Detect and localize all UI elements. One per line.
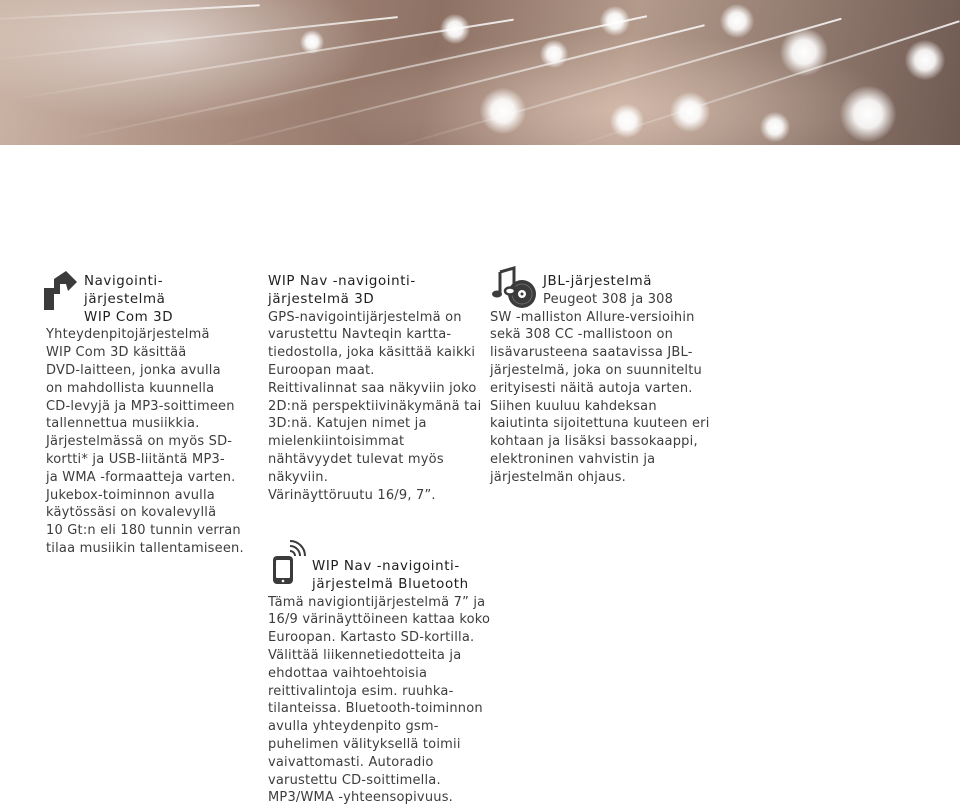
section-body-line: Peugeot 308 ja 308 <box>543 291 674 307</box>
section-body-line: Värinäyttöruutu 16/9, 7”. <box>268 487 436 503</box>
section-body-line: Tämä navigiontijärjestelmä 7” ja <box>268 594 486 610</box>
section-title-line: WIP Nav -navigointi- <box>312 559 460 574</box>
section-body-line: on mahdollista kuunnella <box>46 380 215 396</box>
section-body-line: 16/9 värinäyttöineen kattaa koko <box>268 612 491 628</box>
hero-fiber-optic-image <box>0 0 960 145</box>
section-body-line: ja WMA -formaatteja varten. <box>46 469 236 485</box>
section-body-line: puhelimen välityksellä toimii <box>268 736 461 752</box>
section-body-line: lisävarusteena saatavissa JBL- <box>490 345 693 361</box>
section-body-line: kohtaan ja lisäksi bassokaappi, <box>490 434 698 450</box>
section-body-line: Euroopan. Kartasto SD-kortilla. <box>268 630 475 646</box>
section-body-line: ehdottaa vaihtoehtoisia <box>268 665 428 681</box>
section-body-line: Euroopan maat. <box>268 362 375 378</box>
section-body-line: WIP Com 3D käsittää <box>46 345 187 361</box>
section-body-line: varustettu Navteqin kartta- <box>268 327 452 343</box>
section-body-line: näkyviin. <box>268 469 329 485</box>
section-body-line: tiedostolla, joka käsittää kaikki <box>268 345 476 361</box>
section-title-line: järjestelmä <box>84 291 166 307</box>
section-body-line: reittivalintoja esim. ruuhka- <box>268 683 454 699</box>
section-body-line: järjestelmän ohjaus. <box>490 469 626 485</box>
section-body-line: kaiutinta sijoitettuna kuuteen eri <box>490 416 710 432</box>
section-body-line: GPS-navigointijärjestelmä on <box>268 309 462 325</box>
section-wip-com <box>46 273 244 558</box>
section-title-line: Navigointi- <box>84 274 164 289</box>
section-body-line: CD-levyjä ja MP3-soittimeen <box>46 398 235 414</box>
section-body-line: erityisesti näitä autoja varten. <box>490 380 693 396</box>
section-body-line: Järjestelmässä on myös SD- <box>46 434 233 450</box>
section-title-line: järjestelmä 3D <box>268 291 375 307</box>
section-body-line: nähtävyydet tulevat myös <box>268 451 444 467</box>
section-title-line: WIP Com 3D <box>84 309 174 325</box>
section-body-line: SW -malliston Allure-versioihin <box>490 309 695 325</box>
section-title-line: järjestelmä Bluetooth <box>312 576 469 592</box>
section-wip-nav-bluetooth <box>268 558 490 807</box>
section-body-line: Siihen kuuluu kahdeksan <box>490 398 657 414</box>
section-body-line: vaivattomasti. Autoradio <box>268 754 434 770</box>
section-title-line: WIP Nav -navigointi- <box>268 274 416 289</box>
section-body-line: Jukebox-toiminnon avulla <box>46 487 215 503</box>
section-body-line: 3D:nä. Katujen nimet ja <box>268 416 427 432</box>
section-body-line: MP3/WMA -yhteensopivuus. <box>268 790 453 806</box>
section-body-line: tallennettua musiikkia. <box>46 416 200 432</box>
section-body-line: DVD-laitteen, jonka avulla <box>46 362 221 378</box>
section-jbl <box>490 273 710 487</box>
section-wip-nav-3d <box>268 273 481 504</box>
section-body-line: 10 Gt:n eli 180 tunnin verran <box>46 523 241 539</box>
section-body-line: mielenkiintoisimmat <box>268 434 405 450</box>
section-body-line: Yhteydenpitojärjestelmä <box>46 327 210 343</box>
section-body-line: sekä 308 CC -mallistoon on <box>490 327 674 343</box>
section-body-line: kortti* ja USB-liitäntä MP3- <box>46 451 225 467</box>
section-body-line: Välittää liikennetiedotteita ja <box>268 647 462 663</box>
section-body-line: tilaa musiikin tallentamiseen. <box>46 540 244 556</box>
section-body-line: 2D:nä perspektiivinäkymänä tai <box>268 398 482 414</box>
section-body-line: järjestelmä, joka on suunniteltu <box>490 362 702 378</box>
section-body-line: käytössäsi on kovalevyllä <box>46 505 217 521</box>
section-body-line: avulla yhteydenpito gsm- <box>268 719 439 735</box>
section-body-line: varustettu CD-soittimella. <box>268 772 441 788</box>
section-body-line: Reittivalinnat saa näkyviin joko <box>268 380 477 396</box>
section-body-line: tilanteissa. Bluetooth-toiminnon <box>268 701 483 717</box>
section-title-line: JBL-järjestelmä <box>543 274 653 289</box>
section-body-line: elektroninen vahvistin ja <box>490 451 656 467</box>
